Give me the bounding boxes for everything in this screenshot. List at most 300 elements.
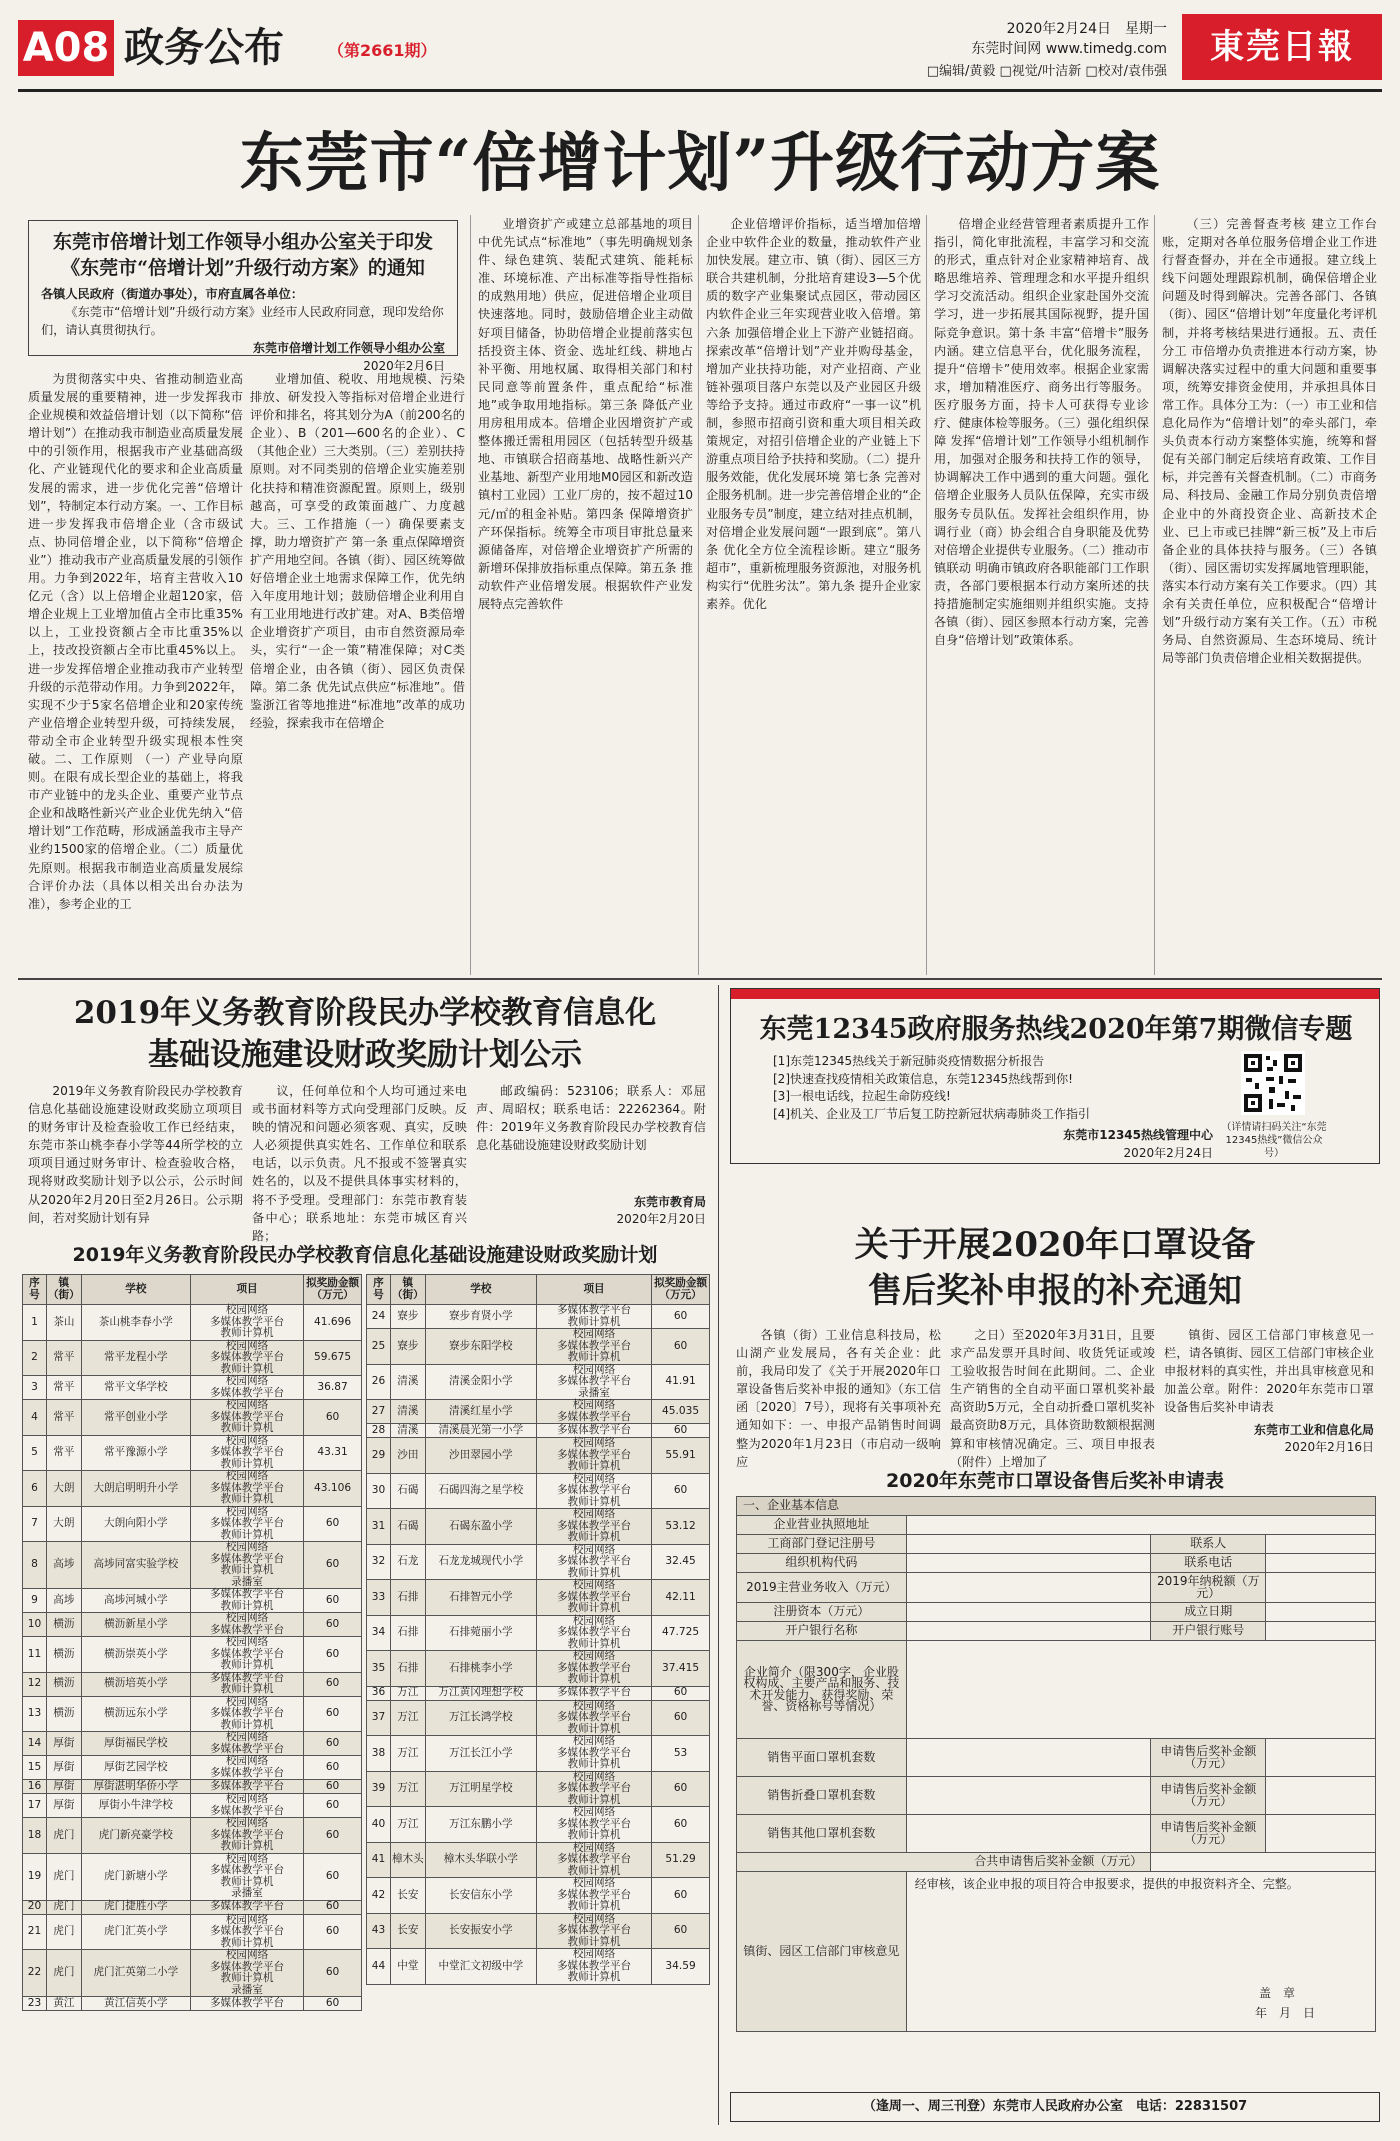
school-name: 厚街福民学校: [81, 1732, 190, 1756]
subsidy-amount: 60: [304, 1672, 362, 1696]
table-row: [367, 1305, 710, 1329]
town: 长安: [390, 1878, 425, 1914]
page-number: A08: [18, 20, 114, 76]
hotline-list: [773, 1053, 1213, 1162]
school-name: 万江长江小学: [425, 1736, 536, 1772]
form-label: 2019主营业务收入（万元）: [737, 1573, 907, 1603]
form-label: 镇街、园区工信部门审核意见: [737, 1872, 907, 2032]
school-name: 清溪红星小学: [425, 1400, 536, 1424]
town: 厚街: [46, 1732, 81, 1756]
subsidy-amount: 51.29: [652, 1842, 710, 1878]
income-field[interactable]: [906, 1573, 1151, 1603]
project-items: 校园网络 多媒体教学平台: [190, 1794, 303, 1818]
project-items: 多媒体教学平台: [190, 1900, 303, 1914]
table-row: [23, 1305, 362, 1341]
school-name: 厚街湛明华侨小学: [81, 1780, 190, 1794]
school-name: 沙田翠园小学: [425, 1438, 536, 1474]
row-number: 8: [23, 1542, 47, 1589]
form-section-heading: 一、企业基本信息: [737, 1497, 1376, 1516]
school-name: 石碣东盈小学: [425, 1509, 536, 1545]
project-items: 校园网络 多媒体教学平台 教师计算机: [536, 1509, 651, 1545]
school-name: 厚街艺园学校: [81, 1756, 190, 1780]
founded-field[interactable]: [1266, 1603, 1376, 1622]
list-item[interactable]: [4]机关、企业及工厂节后复工防控新冠状病毒肺炎工作指引: [773, 1106, 1091, 1121]
subsidy-column-2: 议，任何单位和个人均可通过来电或书面材料等方式向受理部门反映。反映的情况和问题必须客观、真实，反映人必须提供真实姓名、工作单位和联系电话，以示负责。凡不报或不签署真实姓名的，以及不提供具体事实材料的，将不予受理。受理部门：东莞市教育装备中心；联系地址：东莞市城区育兴路；: [252, 1084, 467, 1243]
subsidy-amount: 59.675: [304, 1340, 362, 1376]
town: 中堂: [390, 1949, 425, 1985]
vertical-divider: [718, 985, 719, 2125]
town: 清溪: [390, 1424, 425, 1438]
table-row: [23, 1471, 362, 1507]
table-row: [367, 1580, 710, 1616]
project-items: 校园网络 多媒体教学平台 教师计算机 录播室: [190, 1542, 303, 1589]
project-items: 校园网络 多媒体教学平台: [190, 1756, 303, 1780]
town: 茶山: [46, 1305, 81, 1341]
form-label: 工商部门登记注册号: [737, 1535, 907, 1554]
row-number: 29: [367, 1438, 391, 1474]
school-name: 常平文华学校: [81, 1376, 190, 1400]
subsidy-table-title: 2019年义务教育阶段民办学校教育信息化基础设施建设财政奖励计划: [72, 1244, 658, 1266]
table-row: [23, 1672, 362, 1696]
issue-number: （第2661期）: [328, 41, 437, 60]
table-row: [23, 1400, 362, 1436]
row-number: 27: [367, 1400, 391, 1424]
row-number: 17: [23, 1794, 47, 1818]
subsidy-amount: 53.12: [652, 1509, 710, 1545]
town: 石排: [390, 1651, 425, 1687]
subsidy-amount: 60: [304, 1637, 362, 1673]
form-label: 企业简介（限300字，企业股权构成、主要产品和服务、技术开发能力、获得奖励、荣誉、资格称号等情况）: [737, 1641, 907, 1739]
subsidy-amount: 37.415: [652, 1651, 710, 1687]
row-number: 9: [23, 1589, 47, 1613]
row-number: 2: [23, 1340, 47, 1376]
project-items: 校园网络 多媒体教学平台: [536, 1400, 651, 1424]
notice-box: [28, 220, 458, 373]
subsidy-headline: 2019年义务教育阶段民办学校教育信息化 基础设施建设财政奖励计划公示: [73, 995, 657, 1073]
school-name: 高埗同富实验学校: [81, 1542, 190, 1589]
project-items: 校园网络 多媒体教学平台 教师计算机: [190, 1818, 303, 1854]
date-blank: 年 月 日: [1254, 2005, 1315, 2020]
row-number: 41: [367, 1842, 391, 1878]
table-row: [367, 1878, 710, 1914]
subsidy-amount: 60: [304, 1900, 362, 1914]
application-form-title: 2020年东莞市口罩设备售后奖补申请表: [886, 1470, 1224, 1492]
subsidy-amount: 45.035: [652, 1400, 710, 1424]
table-row: [367, 1364, 710, 1400]
town: 高埗: [46, 1589, 81, 1613]
town: 万江: [390, 1700, 425, 1736]
table-row: [23, 1732, 362, 1756]
project-items: 校园网络 多媒体教学平台 教师计算机 录播室: [190, 1853, 303, 1900]
subsidy-amount: 53: [652, 1736, 710, 1772]
row-number: 6: [23, 1471, 47, 1507]
town: 虎门: [46, 1818, 81, 1854]
row-number: 28: [367, 1424, 391, 1438]
school-name: 黄江信英小学: [81, 1997, 190, 2011]
subsidy-column-1: 2019年义务教育阶段民办学校教育信息化基础设施建设财政奖励立项项目的财务审计及检查验收工作已经结束，东莞市茶山桃李春小学等44所学校的立项项目通过财务审计、检查验收合格，现将财政奖励计划予以公示，公示时间从2020年2月20日至2月26日。公示期间，若对奖励计划有异: [28, 1084, 243, 1225]
town: 樟木头: [390, 1842, 425, 1878]
fold-amount-field[interactable]: [1266, 1777, 1376, 1815]
subsidy-amount: 47.725: [652, 1615, 710, 1651]
table-row: [367, 1651, 710, 1687]
table-row: [367, 1544, 710, 1580]
row-number: 34: [367, 1615, 391, 1651]
town: 高埗: [46, 1542, 81, 1589]
website: 东莞时间网 www.timedg.com: [971, 41, 1167, 57]
subsidy-amount: 60: [652, 1305, 710, 1329]
table-row: [367, 1842, 710, 1878]
school-name: 虎门新亮豪学校: [81, 1818, 190, 1854]
school-name: 万江黄冈理想学校: [425, 1686, 536, 1700]
table-row: [23, 1542, 362, 1589]
profile-field[interactable]: [906, 1641, 1375, 1739]
contact-field[interactable]: [1266, 1535, 1376, 1554]
school-name: 虎门汇英小学: [81, 1914, 190, 1950]
school-name: 常平龙程小学: [81, 1340, 190, 1376]
town: 常平: [46, 1400, 81, 1436]
subsidy-table-right: [366, 1274, 710, 1985]
form-label: 销售折叠口罩机套数: [737, 1777, 907, 1815]
row-number: 43: [367, 1913, 391, 1949]
school-name: 常平创业小学: [81, 1400, 190, 1436]
school-name: 清溪金阳小学: [425, 1364, 536, 1400]
notice-addressee: 各镇人民政府（街道办事处），市府直属各单位：: [41, 287, 304, 301]
flat-machine-count-field[interactable]: [906, 1739, 1151, 1777]
project-items: 校园网络 多媒体教学平台 教师计算机: [536, 1580, 651, 1616]
tax-field[interactable]: [1266, 1573, 1376, 1603]
form-label: 申请售后奖补金额（万元）: [1151, 1815, 1266, 1853]
town: 横沥: [46, 1672, 81, 1696]
page-footer: （逢周一、周三刊登）东莞市人民政府办公室 电话：22831507: [730, 2092, 1380, 2122]
subsidy-amount: 60: [304, 1696, 362, 1732]
table-row: [23, 1780, 362, 1794]
project-items: 校园网络 多媒体教学平台 教师计算机: [536, 1615, 651, 1651]
town: 大朗: [46, 1506, 81, 1542]
project-items: 多媒体教学平台: [536, 1424, 651, 1438]
town: 黄江: [46, 1997, 81, 2011]
form-label: 注册资本（万元）: [737, 1603, 907, 1622]
subsidy-amount: 60: [304, 1914, 362, 1950]
total-amount-field[interactable]: [1151, 1853, 1376, 1872]
subsidy-amount: 60: [304, 1756, 362, 1780]
hotline-box: [730, 988, 1380, 1164]
town: 常平: [46, 1435, 81, 1471]
school-name: 虎门新塘小学: [81, 1853, 190, 1900]
flat-amount-field[interactable]: [1266, 1739, 1376, 1777]
main-headline: 东莞市“倍增计划”升级行动方案: [239, 126, 1161, 201]
column-divider: [698, 215, 699, 975]
bank-name-field[interactable]: [906, 1622, 1151, 1641]
plan-column-4: 企业倍增评价指标，适当增加倍增企业中软件企业的数量，推动软件产业加快发展。建立市、镇（街）、园区三方联合共建机制，分批培育建设3—5个优质的数字产业集聚试点园区，带动园区内软件企业三年实现营业收入倍增。第六条 加强倍增企业上下游产业链招商。探索改革“倍增计划”产业并购母基金，增加产业扶持功能，对产业招商、产业链补强项目落户东莞以及产业园区升级等给予支持。通过市政府“一事一议”机制，参照市招商引资和重大项目相关政策规定，对招引倍增企业的产业链上下游重点项目给予扶持和奖励。（二）提升服务效能，优化发展环境 第七条 完善对企服务机制。进一步完善倍增企业的“企业服务专员”制度，建立结对挂点机制，对倍增企业发展问题“一跟到底”。第八条 优化全方位全流程诊断。建立“服务超市”，重新梳理服务资源池，对服务机构实行“优胜劣汰”。第九条 提升企业家素养。优化: [706, 217, 921, 611]
project-items: 多媒体教学平台: [190, 1780, 303, 1794]
form-label: 销售平面口罩机套数: [737, 1739, 907, 1777]
subsidy-amount: 60: [304, 1950, 362, 1997]
section-title: 政务公布: [124, 25, 284, 71]
table-header-row: 序号 镇（街） 学校 项目 拟奖励金额（万元）: [367, 1275, 710, 1305]
list-item[interactable]: [1]东莞12345热线关于新冠肺炎疫情数据分析报告: [773, 1054, 1045, 1068]
school-name: 中堂汇文初级中学: [425, 1949, 536, 1985]
table-row: [23, 1340, 362, 1376]
town: 万江: [390, 1736, 425, 1772]
row-number: 4: [23, 1400, 47, 1436]
row-number: 3: [23, 1376, 47, 1400]
row-number: 24: [367, 1305, 391, 1329]
form-label: 企业营业执照地址: [737, 1516, 907, 1535]
subsidy-amount: 60: [652, 1913, 710, 1949]
row-number: 19: [23, 1853, 47, 1900]
row-number: 23: [23, 1997, 47, 2011]
project-items: 多媒体教学平台: [190, 1997, 303, 2011]
table-row: [367, 1700, 710, 1736]
column-divider: [470, 215, 471, 975]
table-row: [367, 1473, 710, 1509]
subsidy-amount: 60: [652, 1807, 710, 1843]
subsidy-amount: 41.696: [304, 1305, 362, 1341]
table-row: [367, 1771, 710, 1807]
town: 寮步: [390, 1305, 425, 1329]
row-number: 30: [367, 1473, 391, 1509]
row-number: 33: [367, 1580, 391, 1616]
project-items: 校园网络 多媒体教学平台 教师计算机: [536, 1438, 651, 1474]
row-number: 15: [23, 1756, 47, 1780]
project-items: 校园网络 多媒体教学平台: [190, 1732, 303, 1756]
school-name: 厚街小牛津学校: [81, 1794, 190, 1818]
fold-machine-count-field[interactable]: [906, 1777, 1151, 1815]
table-row: [367, 1509, 710, 1545]
subsidy-amount: 60: [652, 1771, 710, 1807]
subsidy-amount: 60: [304, 1613, 362, 1637]
table-row: [367, 1949, 710, 1985]
subsidy-amount: 60: [652, 1424, 710, 1438]
plan-column-5: 倍增企业经营管理者素质提升工作指引，简化审批流程，丰富学习和交流的形式，重点针对企业家精神培育、战略思维培养、管理理念和水平提升组织学习交流活动。组织企业家赴国外交流学习，进一步拓展其国际视野，提升国际竞争意识。第十条 丰富“倍增卡”服务内涵。建立信息平台，优化服务流程，提升“倍增卡”使用效率。根据企业家需求，增加精准医疗、商务出行等服务。医疗服务方面，持卡人可获得专业诊疗、健康体检等服务。（三）强化组织保障 发挥“倍增计划”工作领导小组机制作用，加强对企服务和扶持工作的领导，协调解决工作中遇到的重大问题。强化倍增企业服务人员队伍保障，充实市级服务专员队伍。发挥社会组织作用，协调行业（商）协会组合自身职能及优势对倍增企业提供专业服务。（二）推动市镇联动 明确市镇政府各职能部门工作职责，各部门要根据本行动方案所述的扶持措施制定实施细则并组织实施。支持各镇（街）、园区参照本行动方案，完善自身“倍增计划”政策体系。: [934, 217, 1149, 648]
row-number: 26: [367, 1364, 391, 1400]
school-name: 石龙龙城现代小学: [425, 1544, 536, 1580]
town: 万江: [390, 1771, 425, 1807]
project-items: 校园网络 多媒体教学平台: [190, 1613, 303, 1637]
table-row: [23, 1997, 362, 2011]
town: 常平: [46, 1376, 81, 1400]
form-label: 申请售后奖补金额（万元）: [1151, 1739, 1266, 1777]
row-number: 38: [367, 1736, 391, 1772]
row-number: 36: [367, 1686, 391, 1700]
hotline-signer: 东莞市12345热线管理中心: [1063, 1128, 1213, 1142]
row-number: 18: [23, 1818, 47, 1854]
qr-code-icon[interactable]: [1241, 1051, 1305, 1115]
school-name: 清溪晨光第一小学: [425, 1424, 536, 1438]
table-header-row: 序号 镇（街） 学校 项目 拟奖励金额（万元）: [23, 1275, 362, 1305]
project-items: 校园网络 多媒体教学平台: [190, 1376, 303, 1400]
town: 横沥: [46, 1613, 81, 1637]
project-items: 校园网络 多媒体教学平台 教师计算机 录播室: [190, 1950, 303, 1997]
town: 厚街: [46, 1794, 81, 1818]
table-row: [367, 1329, 710, 1365]
project-items: 校园网络 多媒体教学平台 教师计算机: [536, 1949, 651, 1985]
school-name: 横沥崇英小学: [81, 1637, 190, 1673]
town: 长安: [390, 1913, 425, 1949]
row-number: 10: [23, 1613, 47, 1637]
project-items: 校园网络 多媒体教学平台 教师计算机: [190, 1914, 303, 1950]
school-name: 横沥培英小学: [81, 1672, 190, 1696]
subsidy-amount: 42.11: [652, 1580, 710, 1616]
project-items: 校园网络 多媒体教学平台 教师计算机: [536, 1913, 651, 1949]
table-row: [367, 1400, 710, 1424]
table-row: [23, 1613, 362, 1637]
school-name: 长安信东小学: [425, 1878, 536, 1914]
subsidy-amount: 60: [304, 1853, 362, 1900]
list-item[interactable]: [3]一根电话线，拉起生命防疫线!: [773, 1089, 951, 1103]
row-number: 20: [23, 1900, 47, 1914]
mask-headline: 关于开展2020年口罩设备 售后奖补申报的补充通知: [854, 1225, 1256, 1311]
town: 厚街: [46, 1780, 81, 1794]
mask-column-2: 之日）至2020年3月31日，且要求产品发票开具时间、收货凭证或竣工验收报告时间在此期间。二、企业生产销售的全自动平面口罩机奖补最高资助5万元，全自动折叠口罩机奖补最高资助8万元，具体资助数额根据测算和审核情况确定。三、项目申报表（附件）上增加了: [950, 1328, 1155, 1469]
row-number: 37: [367, 1700, 391, 1736]
plan-column-1: 为贯彻落实中央、省推动制造业高质量发展的重要精神，进一步发挥我市企业规模和效益倍增计划（以下简称“倍增计划”）在推动我市制造业高质量发展中的引领作用，根据我市产业基础高级化、产业链现代化的要求和企业高质量发展的需求，进一步优化完善“倍增计划”，特制定本行动方案。一、工作目标 进一步发挥我市倍增企业（含市级试点、协同倍增企业，以下简称“倍增企业”）推动我市产业高质量发展的引领作用。力争到2022年，培育主营收入10亿元（含）以上倍增企业超120家，倍增企业规上工业增加值占全市比重35%以上，工业投资额占全市比重35%以上，技改投资额占全市比重45%以上。进一步发挥倍增企业推动我市产业转型升级的示范带动作用。力争到2022年，实现不少于5家名倍增企业和20家传统产业倍增企业转型升级，可持续发展，带动全市企业转型升级实现根本性突破。二、工作原则 （一）产业导向原则。在限有成长型企业的基础上，将我市产业链中的龙头企业、重要产业节点企业和战略性新兴产业企业优先纳入“倍增计划”工作范畴，形成涵盖我市主导产业约1500家的倍增企业。（二）质量优先原则。根据我市制造业高质量发展综合评价办法（具体以相关出台办法为准），参考企业的工: [28, 372, 243, 911]
town: 虎门: [46, 1950, 81, 1997]
table-row: [23, 1506, 362, 1542]
application-form: [736, 1496, 1376, 2032]
form-label: 联系人: [1151, 1535, 1266, 1554]
row-number: 12: [23, 1672, 47, 1696]
plan-column-3: 业增资扩产或建立总部基地的项目中优先试点“标准地”（事先明确规划条件、绿色建筑、装配式建筑、能耗标准、环境标准、产出标准等指导性指标的成熟用地）供应，促进倍增企业项目快速落地。同时，鼓励倍增企业主动做好项目储备，协助倍增企业提前落实包括投资主体、资金、选址红线、耕地占补平衡、用地权属、取得相关部门和村民同意等前置条件，重点配给“标准地”或争取用地指标。第三条 降低产业用房租用成本。倍增企业因增资扩产或整体搬迁需租用园区（包括转型升级基地、市镇联合招商基地、战略性新兴产业基地、新型产业用地M0园区和新改造镇村工业园）工业厂房的，按不超过10元/㎡的租金补贴。第四条 保障增资扩产环保指标。统筹全市项目审批总量来源储备库，对倍增企业增资扩产所需的新增环保排放指标重点保障。第五条 推动软件产业倍增发展。根据软件产业发展特点完善软件: [478, 217, 693, 611]
table-row: [23, 1914, 362, 1950]
form-label: 成立日期: [1151, 1603, 1266, 1622]
qr-caption: （详情请扫码关注“东莞12345热线”微信公众号）: [1221, 1122, 1327, 1159]
subsidy-amount: 60: [652, 1686, 710, 1700]
project-items: 校园网络 多媒体教学平台 教师计算机: [190, 1471, 303, 1507]
project-items: 校园网络 多媒体教学平台 教师计算机: [536, 1329, 651, 1365]
school-name: 万江长鸿学校: [425, 1700, 536, 1736]
row-number: 14: [23, 1732, 47, 1756]
subsidy-signer: 东莞市教育局: [633, 1195, 706, 1209]
plan-column-2: 业增加值、税收、用地规模、污染排放、研发投入等指标对倍增企业进行评价和排名，将其划分为A（前200名的企业）、B（201—600名的企业）、C（其他企业）三大类别。（三）差别扶持原则。对不同类别的倍增企业实施差别化扶持和精准资源配置。原则上，级别越高，可享受的政策面越广、力度越大。三、工作措施（一）确保要素支撑，助力增资扩产 第一条 重点保障增资扩产用地空间。各镇（街）、园区统筹做好倍增企业土地需求保障工作，优先纳入年度用地计划；鼓励倍增企业利用自有工业用地进行改扩建。对A、B类倍增企业增资扩产项目，由市自然资源局牵头，实行“一企一策”精准保障；对C类倍增企业，由各镇（街）、园区负责保障。第二条 优先试点供应“标准地”。借鉴浙江省等地推进“标准地”改革的成功经验，探索我市在倍增企: [250, 372, 465, 730]
newspaper-logo: 東莞日報: [1182, 14, 1382, 80]
column-divider: [1154, 215, 1155, 975]
town: 万江: [390, 1686, 425, 1700]
table-row: [367, 1438, 710, 1474]
row-number: 1: [23, 1305, 47, 1341]
town: 横沥: [46, 1696, 81, 1732]
license-address-field[interactable]: [906, 1516, 1375, 1535]
form-label: 联系电话: [1151, 1554, 1266, 1573]
school-name: 横沥远东小学: [81, 1696, 190, 1732]
other-machine-count-field[interactable]: [906, 1815, 1151, 1853]
form-label: 合共申请售后奖补金额（万元）: [737, 1853, 1151, 1872]
table-row: [23, 1853, 362, 1900]
other-amount-field[interactable]: [1266, 1815, 1376, 1853]
subsidy-amount: 32.45: [652, 1544, 710, 1580]
subsidy-amount: 60: [304, 1732, 362, 1756]
school-name: 长安振安小学: [425, 1913, 536, 1949]
project-items: 多媒体教学平台 教师计算机: [190, 1672, 303, 1696]
org-code-field[interactable]: [906, 1554, 1151, 1573]
subsidy-table-left: [22, 1274, 362, 2011]
mask-column-1: 各镇（街）工业信息科技局，松山湖产业发展局，各有关企业：此前，我局印发了《关于开展2020年口罩设备售后奖补申报的通知》（东工信函〔2020〕7号），现将有关事项补充通知如下：一、申报产品销售时间调整为2020年1月23日（市启动一级响应: [736, 1328, 941, 1469]
table-row: [23, 1435, 362, 1471]
registration-number-field[interactable]: [906, 1535, 1151, 1554]
row-number: 35: [367, 1651, 391, 1687]
table-row: [367, 1736, 710, 1772]
town: 大朗: [46, 1471, 81, 1507]
table-row: [367, 1424, 710, 1438]
project-items: 校园网络 多媒体教学平台 教师计算机: [536, 1736, 651, 1772]
town: 虎门: [46, 1900, 81, 1914]
subsidy-amount: 43.106: [304, 1471, 362, 1507]
bank-account-field[interactable]: [1266, 1622, 1376, 1641]
subsidy-amount: 60: [304, 1542, 362, 1589]
capital-field[interactable]: [906, 1603, 1151, 1622]
subsidy-amount: 60: [304, 1589, 362, 1613]
row-number: 44: [367, 1949, 391, 1985]
town: 寮步: [390, 1329, 425, 1365]
subsidy-amount: 60: [304, 1400, 362, 1436]
subsidy-amount: 55.91: [652, 1438, 710, 1474]
town: 厚街: [46, 1756, 81, 1780]
project-items: 校园网络 多媒体教学平台 教师计算机: [536, 1473, 651, 1509]
review-text: 经审核，该企业申报的项目符合申报要求，提供的申报资料齐全、完整。: [914, 1877, 1299, 1891]
notice-signer: 东莞市倍增计划工作领导小组办公室: [252, 341, 445, 355]
notice-title: 东莞市倍增计划工作领导小组办公室关于印发《东莞市“倍增计划”升级行动方案》的通知: [52, 231, 433, 279]
subsidy-amount: 60: [304, 1997, 362, 2011]
project-items: 校园网络 多媒体教学平台 教师计算机: [190, 1637, 303, 1673]
school-name: 虎门汇英第二小学: [81, 1950, 190, 1997]
list-item[interactable]: [2]快速查找疫情相关政策信息，东莞12345热线帮到你!: [773, 1071, 1073, 1086]
form-label: 申请售后奖补金额（万元）: [1151, 1777, 1266, 1815]
school-name: 茶山桃李春小学: [81, 1305, 190, 1341]
project-items: 校园网络 多媒体教学平台 教师计算机: [536, 1700, 651, 1736]
editor-credits: □编辑/黄毅 □视觉/叶洁新 □校对/袁伟强: [926, 64, 1167, 79]
town: 横沥: [46, 1637, 81, 1673]
school-name: 大朗启明明升小学: [81, 1471, 190, 1507]
accent-bar: [731, 989, 1379, 999]
town: 石碣: [390, 1473, 425, 1509]
table-row: [23, 1589, 362, 1613]
school-name: 寮步育贤小学: [425, 1305, 536, 1329]
town: 清溪: [390, 1364, 425, 1400]
subsidy-date: 2020年2月20日: [616, 1212, 706, 1226]
row-number: 22: [23, 1950, 47, 1997]
page-header: [18, 14, 1382, 92]
table-row: [23, 1637, 362, 1673]
school-name: 石排菀丽小学: [425, 1615, 536, 1651]
subsidy-amount: 60: [652, 1329, 710, 1365]
row-number: 11: [23, 1637, 47, 1673]
school-name: 寮步东阳学校: [425, 1329, 536, 1365]
subsidy-amount: 60: [304, 1818, 362, 1854]
row-number: 16: [23, 1780, 47, 1794]
town: 石龙: [390, 1544, 425, 1580]
hotline-title: 东莞12345政府服务热线2020年第7期微信专题: [759, 1014, 1353, 1045]
subsidy-amount: 36.87: [304, 1376, 362, 1400]
project-items: 校园网络 多媒体教学平台 教师计算机: [536, 1651, 651, 1687]
phone-field[interactable]: [1266, 1554, 1376, 1573]
subsidy-amount: 43.31: [304, 1435, 362, 1471]
subsidy-amount: 60: [652, 1878, 710, 1914]
project-items: 校园网络 多媒体教学平台 教师计算机: [536, 1771, 651, 1807]
project-items: 校园网络 多媒体教学平台 教师计算机: [190, 1696, 303, 1732]
subsidy-amount: 41.91: [652, 1364, 710, 1400]
table-row: [23, 1900, 362, 1914]
school-name: 石排智元小学: [425, 1580, 536, 1616]
review-opinion-field[interactable]: [906, 1872, 1375, 2032]
table-row: [23, 1696, 362, 1732]
mask-column-3: 镇街、园区工信部门审核意见一栏，请各镇街、园区工信部门审核企业申报材料的真实性，并出具审核意见和加盖公章。附件：2020年东莞市口罩设备售后奖补申请表: [1164, 1328, 1374, 1415]
row-number: 39: [367, 1771, 391, 1807]
school-name: 石排桃李小学: [425, 1651, 536, 1687]
project-items: 校园网络 多媒体教学平台 教师计算机: [190, 1506, 303, 1542]
table-row: [367, 1913, 710, 1949]
form-label: 组织机构代码: [737, 1554, 907, 1573]
school-name: 虎门捷胜小学: [81, 1900, 190, 1914]
